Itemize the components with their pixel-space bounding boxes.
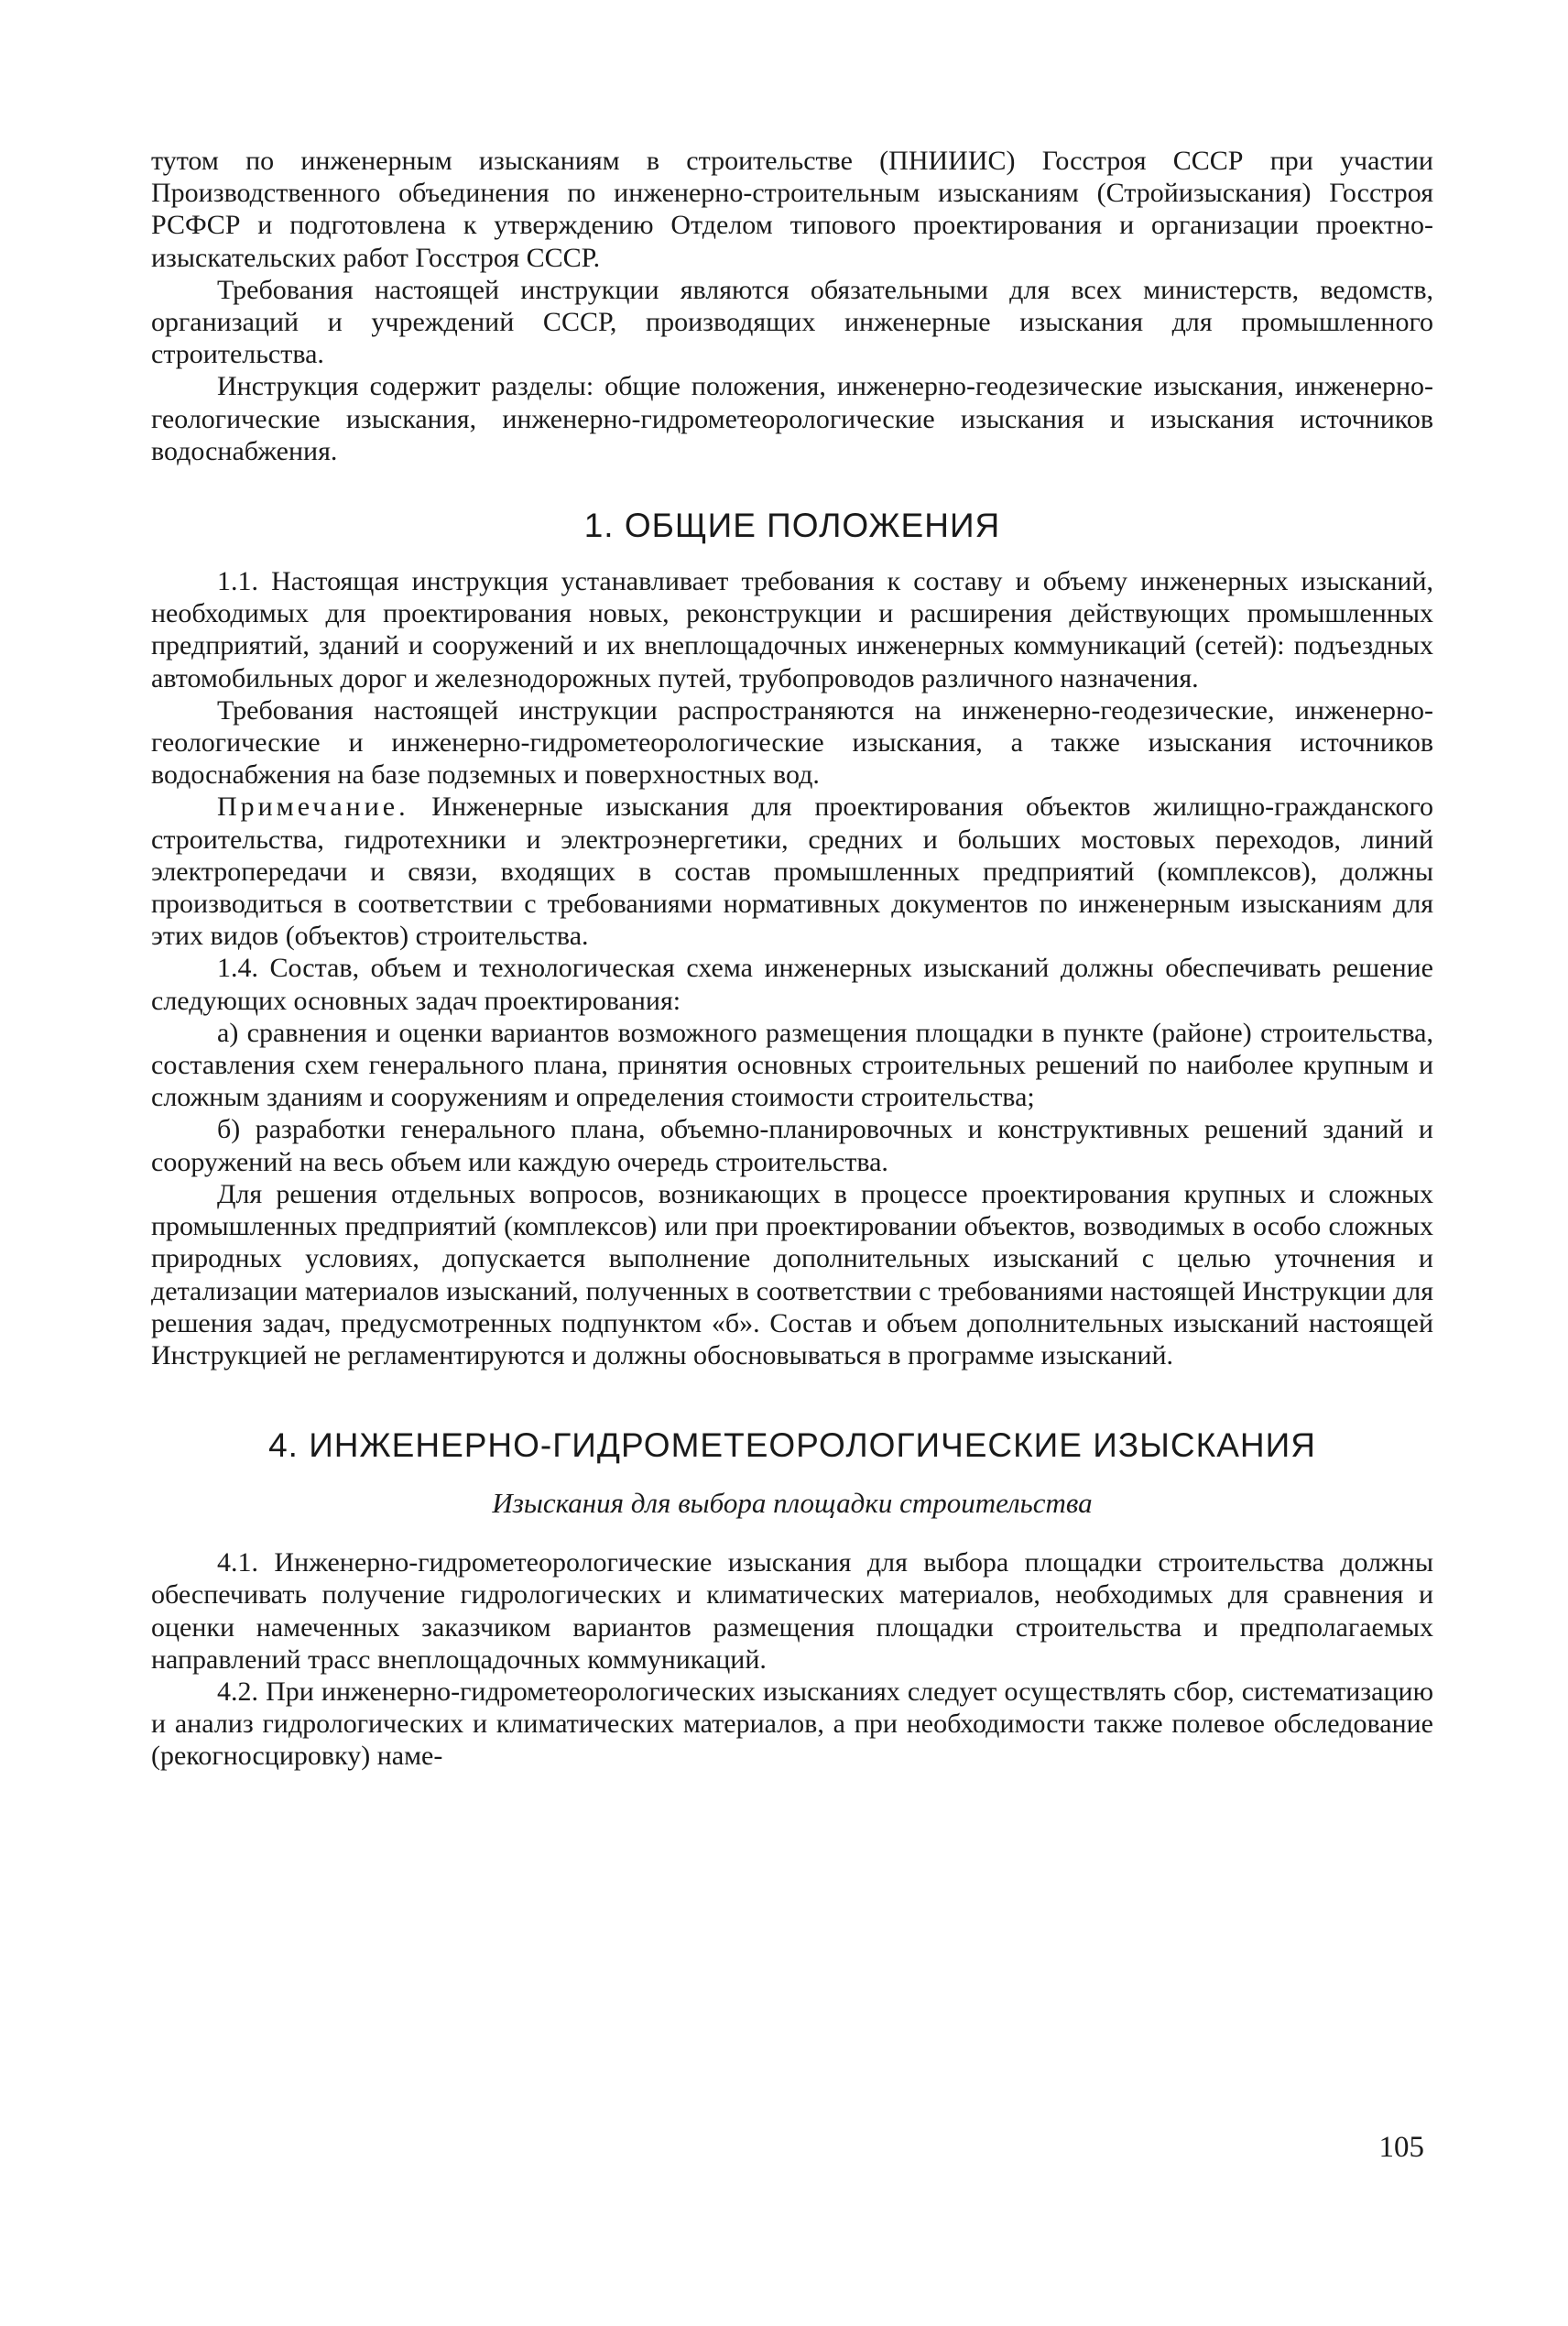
clause-1-4-item-b: б) разработки генерального плана, объемно-планировочных и конструктивных решений зданий и сооружений на весь объем или каждую очередь строительства. <box>151 1114 1433 1177</box>
intro-paragraph-3: Инструкция содержит разделы: общие положения, инженерно-геодезические изыскания, инженерно-геологические изыскания, инженерно-гидрометеорологические изыскания и изыскания источников водоснабжения. <box>151 371 1433 466</box>
clause-4-2: 4.2. При инженерно-гидрометеорологических изысканиях следует осуществлять сбор, систематизацию и анализ гидрологических и климатических материалов, а при необходимости также полевое обследование (рекогносцировку) наме- <box>151 1676 1433 1772</box>
clause-1-1-requirements: Требования настоящей инструкции распространяются на инженерно-геодезические, инженерно-геологические и инженерно-гидрометеорологические изыскания, а также изыскания источников водоснабжения на базе подземных и поверхностных вод. <box>151 694 1433 791</box>
text-column <box>151 145 1433 1773</box>
clause-1-4-additional: Для решения отдельных вопросов, возникающих в процессе проектирования крупных и сложных промышленных предприятий (комплексов) или при проектировании объектов, возводимых в особо сложных природных условиях, допускается выполнение дополнительных изысканий с целью уточнения и детализации материалов изысканий, полученных в соответствии с требованиями настоящей Инструкции для решения задач, предусмотренных подпунктом «б». Состав и объем дополнительных изысканий настоящей Инструкцией не регламентируются и должны обосновываться в программе изысканий. <box>151 1178 1433 1370</box>
note-text: Инженерные изыскания для проектирования объектов жилищно-гражданского строительства, гидротехники и электроэнергетики, средних и больших мостовых переходов, линий электропередачи и связи, входящих в состав промышленных предприятий (комплексов), должны производиться в соответствии с требованиями нормативных документов по инженерным изысканиям для этих видов (объектов) строительства. <box>151 792 1433 952</box>
page-number: 105 <box>1378 2131 1424 2164</box>
note-paragraph <box>151 791 1433 952</box>
clause-1-1: 1.1. Настоящая инструкция устанавливает требования к составу и объему инженерных изысканий, необходимых для проектирования новых, реконструкции и расширения действующих промышленных предприятий, зданий и сооружений и их внеплощадочных инженерных коммуникаций (сетей): подъездных автомобильных дорог и железнодорожных путей, трубопроводов различного назначения. <box>151 566 1433 693</box>
intro-paragraph-1: тутом по инженерным изысканиям в строительстве (ПНИИИС) Госстроя СССР при участии Производственного объединения по инженерно-строительным изысканиям (Стройизыскания) Госстроя РСФСР и подготовлена к утверждению Отделом типового проектирования и организации проектно-изыскательских работ Госстроя СССР. <box>151 146 1433 273</box>
section-1-heading: 1. ОБЩИЕ ПОЛОЖЕНИЯ <box>583 507 1001 545</box>
clause-4-1: 4.1. Инженерно-гидрометеорологические изыскания для выбора площадки строительства должны обеспечивать получение гидрологических и климатических материалов, необходимых для сравнения и оценки намеченных заказчиком вариантов размещения площадки строительства и предполагаемых направлений трасс внеплощадочных коммуникаций. <box>151 1547 1433 1675</box>
intro-paragraph-2: Требования настоящей инструкции являются обязательными для всех министерств, ведомств, организаций и учреждений СССР, производящих инженерные изыскания для промышленного строительства. <box>151 274 1433 370</box>
section-4-heading: 4. ИНЖЕНЕРНО-ГИДРОМЕТЕОРОЛОГИЧЕСКИЕ ИЗЫСКАНИЯ <box>268 1426 1316 1465</box>
clause-1-4-item-a: а) сравнения и оценки вариантов возможного размещения площадки в пункте (районе) строительства, составления схем генерального плана, принятия основных строительных решений по наиболее крупным и сложным зданиям и сооружениям и определения стоимости строительства; <box>151 1017 1433 1113</box>
clause-1-4: 1.4. Состав, объем и технологическая схема инженерных изысканий должны обеспечивать решение следующих основных задач проектирования: <box>151 953 1433 1016</box>
section-4-subheading: Изыскания для выбора площадки строительства <box>492 1487 1093 1520</box>
note-label: Примечание. <box>217 792 409 823</box>
